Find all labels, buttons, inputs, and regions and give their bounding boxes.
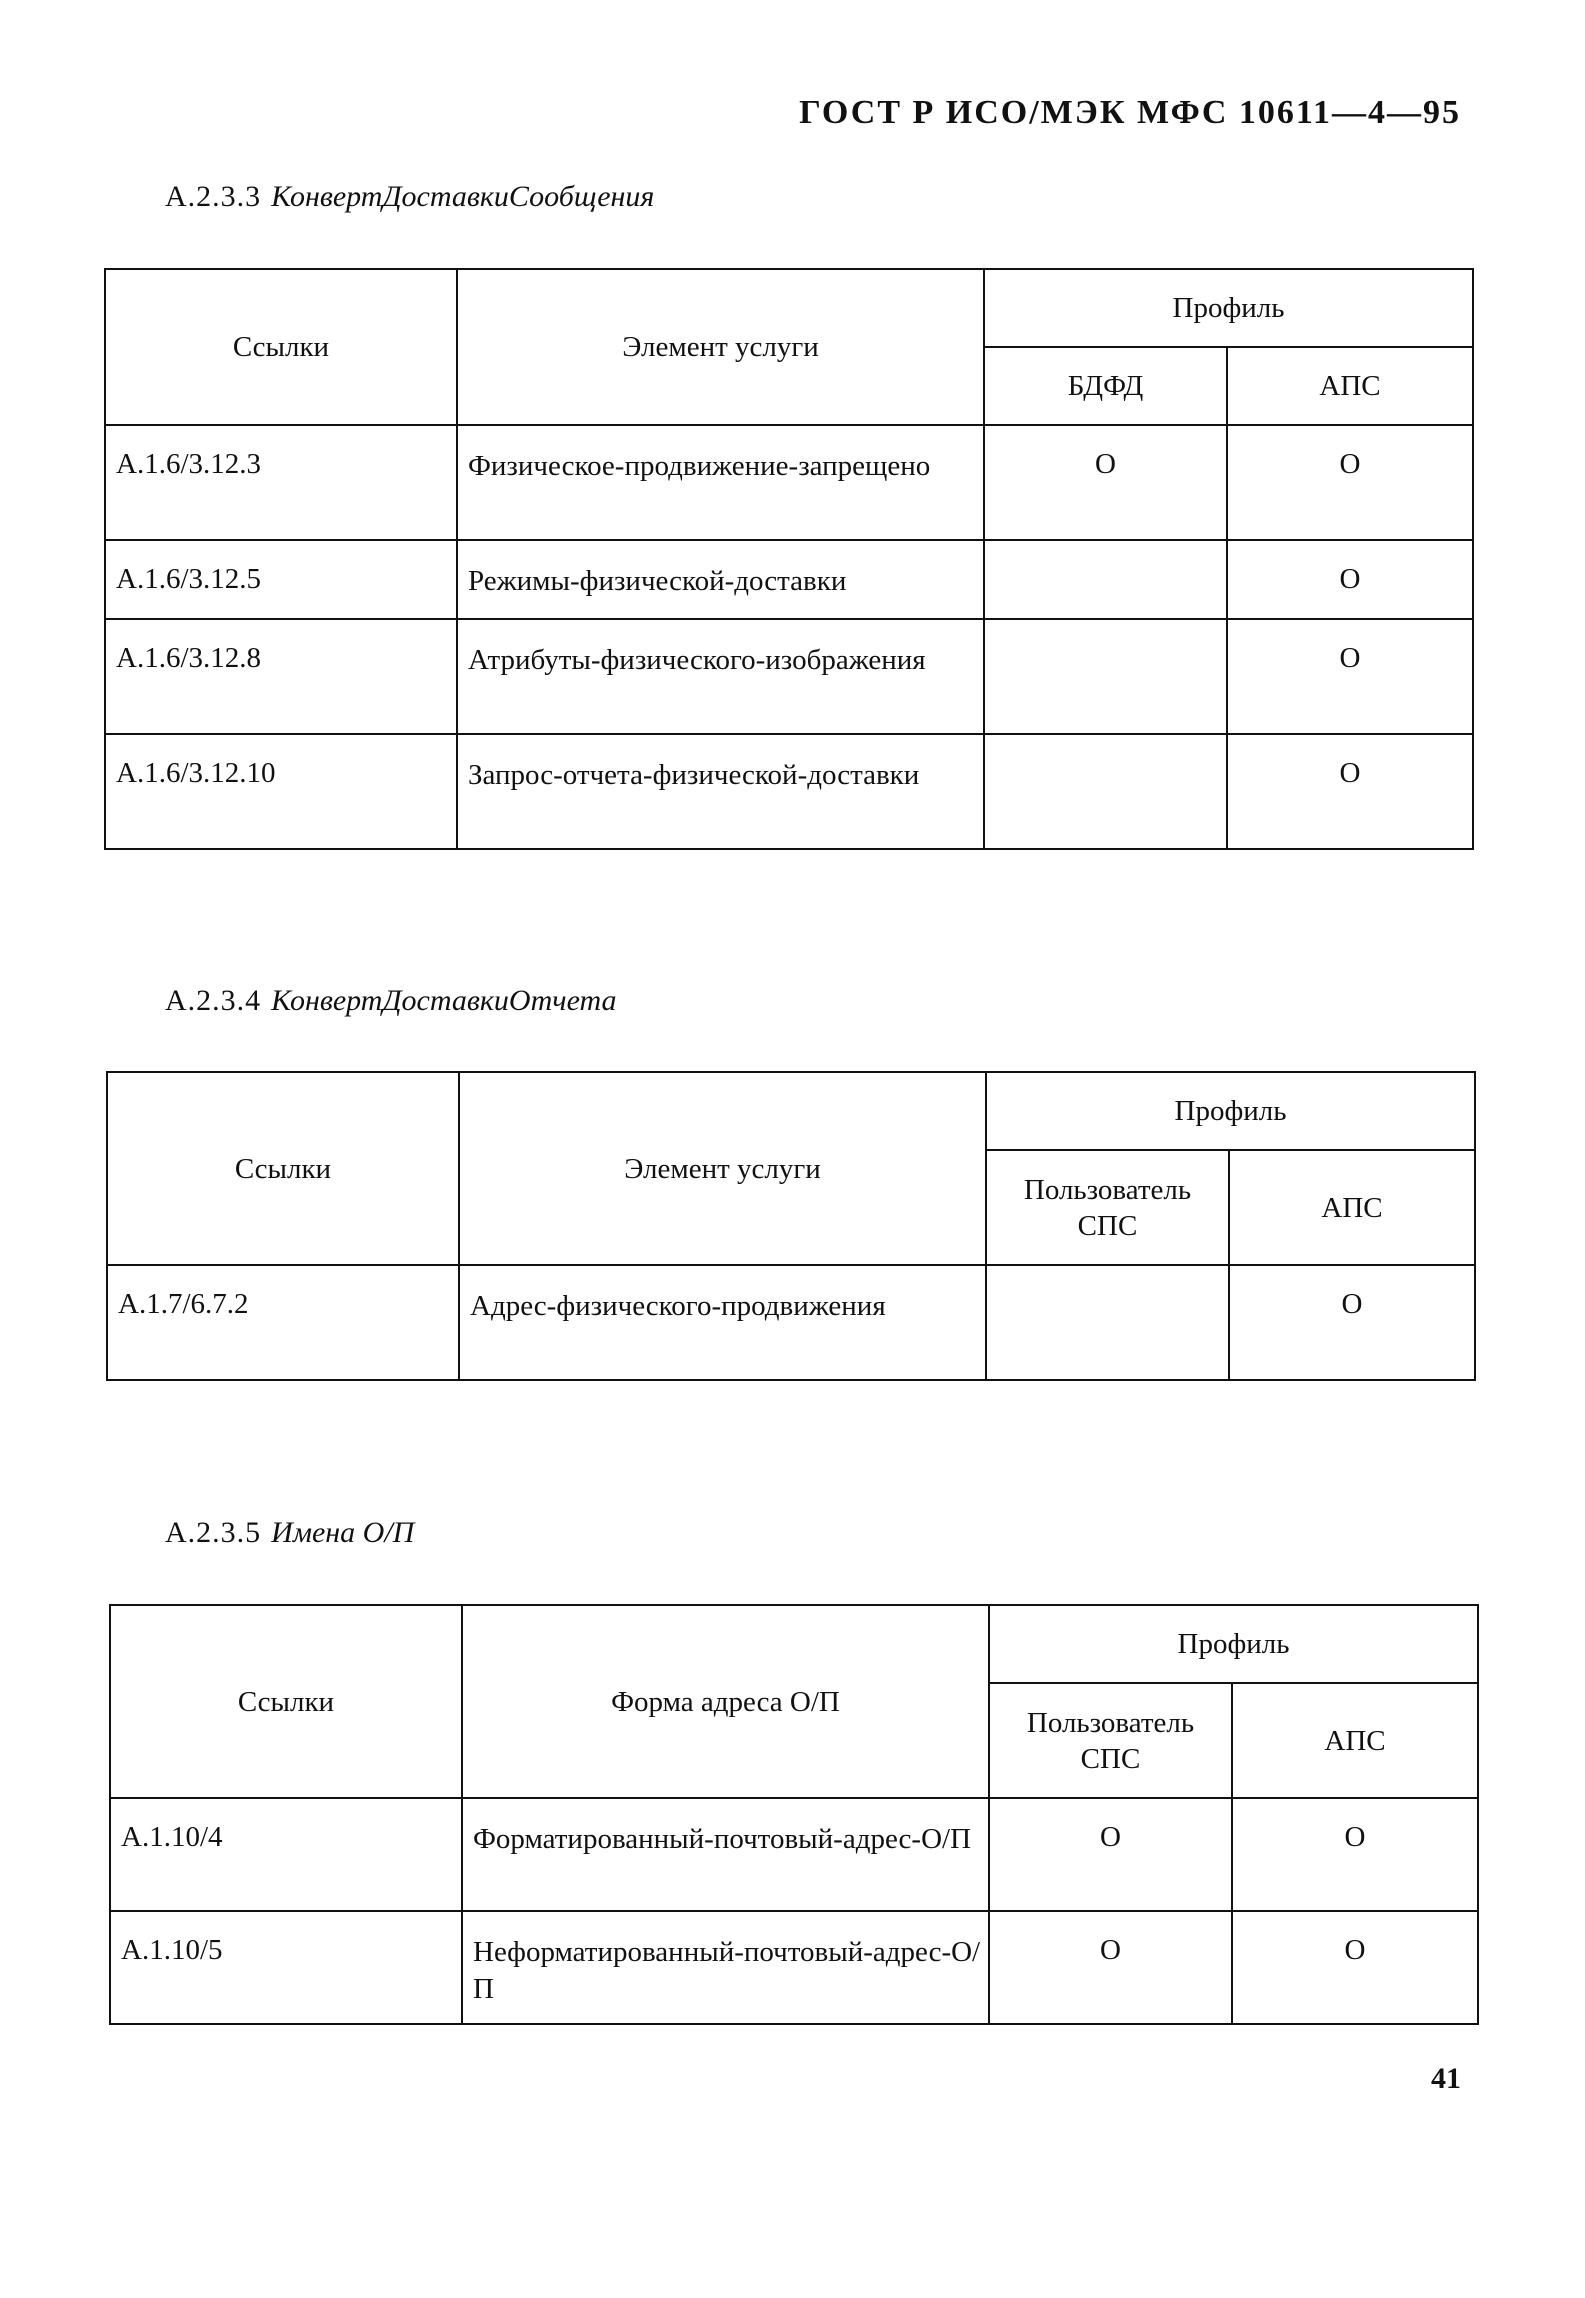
ref-cell: А.1.7/6.7.2 — [107, 1265, 459, 1380]
ref-cell: А.1.10/5 — [110, 1911, 462, 2024]
profile-value-cell: О — [989, 1911, 1232, 2024]
element-header: Форма адреса О/П — [462, 1605, 989, 1798]
document-code-header: ГОСТ Р ИСО/МЭК МФС 10611—4—95 — [799, 94, 1461, 131]
profile-header: Профиль — [984, 269, 1473, 347]
profile-col-2-header: АПС — [1227, 347, 1473, 425]
element-cell: Запрос-отчета-физической-доставки — [457, 734, 984, 849]
section-heading — [165, 1516, 414, 1550]
profile-value-cell: О — [1227, 425, 1473, 540]
table-row — [110, 1911, 1478, 2024]
refs-header: Ссылки — [110, 1605, 462, 1798]
profile-table — [104, 268, 1474, 850]
refs-header: Ссылки — [107, 1072, 459, 1265]
ref-cell: А.1.6/3.12.10 — [105, 734, 457, 849]
section-number: А.2.3.3 — [165, 180, 262, 213]
element-cell: Адрес-физического-продвижения — [459, 1265, 986, 1380]
table-row — [105, 425, 1473, 540]
profile-col-1-header: Пользователь СПС — [986, 1150, 1229, 1265]
page-number: 41 — [1431, 2062, 1461, 2095]
profile-col-2-header: АПС — [1232, 1683, 1478, 1798]
profile-header: Профиль — [986, 1072, 1475, 1150]
profile-value-cell: О — [1232, 1798, 1478, 1911]
profile-table — [109, 1604, 1479, 2025]
element-cell: Физическое-продвижение-запрещено — [457, 425, 984, 540]
section-heading — [165, 984, 617, 1018]
profile-header: Профиль — [989, 1605, 1478, 1683]
profile-value-cell: О — [1229, 1265, 1475, 1380]
section-number: А.2.3.4 — [165, 984, 262, 1017]
table-row — [105, 734, 1473, 849]
profile-value-cell: О — [984, 425, 1227, 540]
table-row — [110, 1798, 1478, 1911]
ref-cell: А.1.6/3.12.8 — [105, 619, 457, 734]
element-cell: Режимы-физической-доставки — [457, 540, 984, 619]
table-row — [105, 619, 1473, 734]
section-number: А.2.3.5 — [165, 1516, 262, 1549]
section-heading — [165, 180, 654, 214]
table-row — [107, 1265, 1475, 1380]
profile-col-1-header: БДФД — [984, 347, 1227, 425]
profile-value-cell — [984, 619, 1227, 734]
refs-header: Ссылки — [105, 269, 457, 425]
element-cell: Форматированный-почтовый-адрес-О/П — [462, 1798, 989, 1911]
profile-value-cell: О — [989, 1798, 1232, 1911]
profile-value-cell — [984, 540, 1227, 619]
section-name: КонвертДоставкиСообщения — [271, 180, 655, 213]
section-name: Имена О/П — [271, 1516, 415, 1549]
ref-cell: А.1.10/4 — [110, 1798, 462, 1911]
element-cell: Атрибуты-физического-изображения — [457, 619, 984, 734]
profile-value-cell: О — [1227, 734, 1473, 849]
ref-cell: А.1.6/3.12.3 — [105, 425, 457, 540]
element-header: Элемент услуги — [457, 269, 984, 425]
profile-col-1-header: Пользователь СПС — [989, 1683, 1232, 1798]
profile-col-2-header: АПС — [1229, 1150, 1475, 1265]
element-header: Элемент услуги — [459, 1072, 986, 1265]
profile-value-cell: О — [1227, 540, 1473, 619]
ref-cell: А.1.6/3.12.5 — [105, 540, 457, 619]
section-name: КонвертДоставкиОтчета — [271, 984, 617, 1017]
profile-table — [106, 1071, 1476, 1381]
profile-value-cell — [984, 734, 1227, 849]
element-cell: Неформатированный-почтовый-адрес-О/П — [462, 1911, 989, 2024]
profile-value-cell — [986, 1265, 1229, 1380]
table-row — [105, 540, 1473, 619]
profile-value-cell: О — [1227, 619, 1473, 734]
profile-value-cell: О — [1232, 1911, 1478, 2024]
